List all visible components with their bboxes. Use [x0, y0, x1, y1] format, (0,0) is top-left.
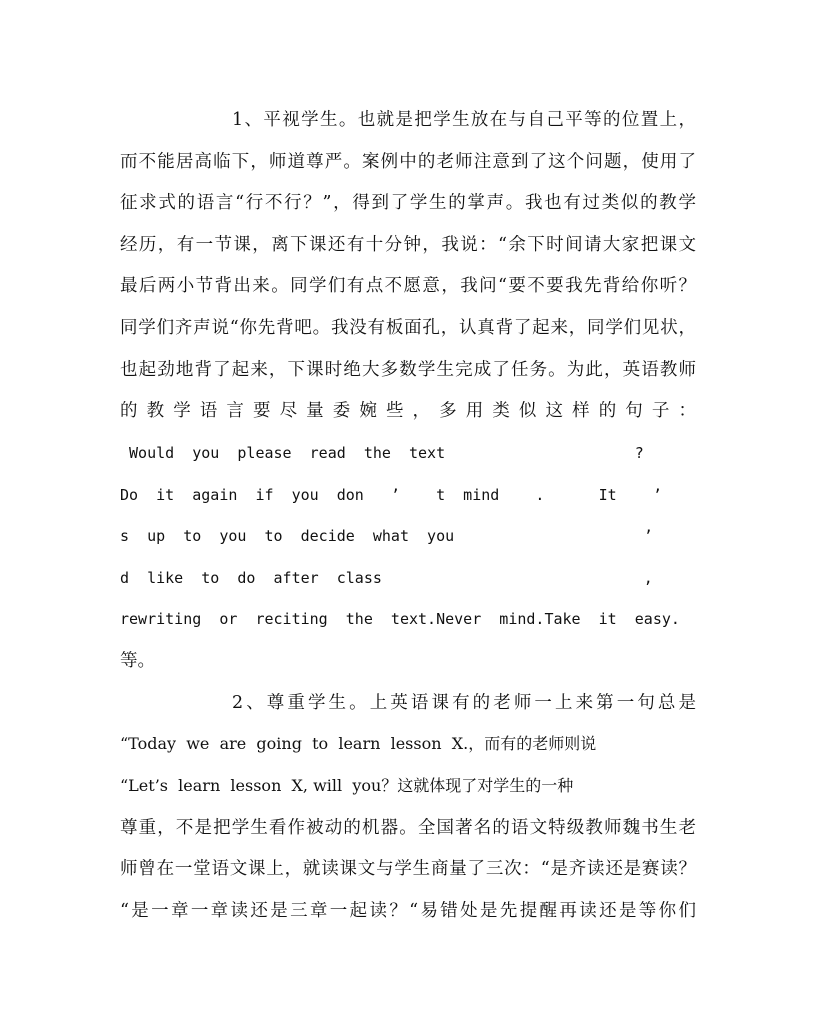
- paragraph-2-line-3: “Let’s learn lesson X, will you？这就体现了对学生的一种: [120, 776, 574, 795]
- paragraph-1-line-5: 最后两小节背出来。同学们有点不愿意，我问“要不要我先背给你听？: [120, 276, 696, 296]
- paragraph-1-line-11: s up to you to decide what you ’: [120, 527, 653, 545]
- paragraph-1-line-12: d like to do after class ,: [120, 569, 653, 587]
- paragraph-1-line-8: 的 教 学 语 言 要 尽 量 委 婉 些 ， 多 用 类 似 这 样 的 句 子 ：: [120, 401, 696, 421]
- paragraph-1-line-7: 也起劲地背了起来，下课时绝大多数学生完成了任务。为此，英语教师: [120, 360, 696, 380]
- paragraph-2-line-6: “是一章一章读还是三章一起读？“易错处是先提醒再读还是等你们: [120, 901, 696, 921]
- paragraph-2-line-2: “Today we are going to learn lesson X.，而有的老师则说: [120, 734, 597, 753]
- paragraph-1-line-10: Do it again if you don ’ t mind . It ’: [120, 486, 662, 504]
- paragraph-1-line-13: rewriting or reciting the text.Never mind.Take it easy.: [120, 610, 680, 628]
- paragraph-1-line-3: 征求式的语言“行不行？”，得到了学生的掌声。我也有过类似的教学: [120, 193, 696, 213]
- paragraph-1-line-9: Would you please read the text ?: [120, 444, 644, 462]
- paragraph-1-line-2: 而不能居高临下，师道尊严。案例中的老师注意到了这个问题，使用了: [120, 152, 696, 172]
- paragraph-1-line-14: 等。: [120, 651, 155, 671]
- paragraph-2-line-1: 2、尊重学生。上英语课有的老师一上来第一句总是: [232, 693, 696, 713]
- paragraph-2-line-4: 尊重，不是把学生看作被动的机器。全国著名的语文特级教师魏书生老: [120, 818, 696, 838]
- paragraph-1-line-1: 1、平视学生。也就是把学生放在与自己平等的位置上，: [232, 110, 696, 130]
- paragraph-2-line-5: 师曾在一堂语文课上，就读课文与学生商量了三次：“是齐读还是赛读？: [120, 859, 696, 879]
- paragraph-1-line-4: 经历，有一节课，离下课还有十分钟，我说：“余下时间请大家把课文: [120, 235, 696, 255]
- paragraph-1-line-6: 同学们齐声说“你先背吧。我没有板面孔，认真背了起来，同学们见状，: [120, 318, 696, 338]
